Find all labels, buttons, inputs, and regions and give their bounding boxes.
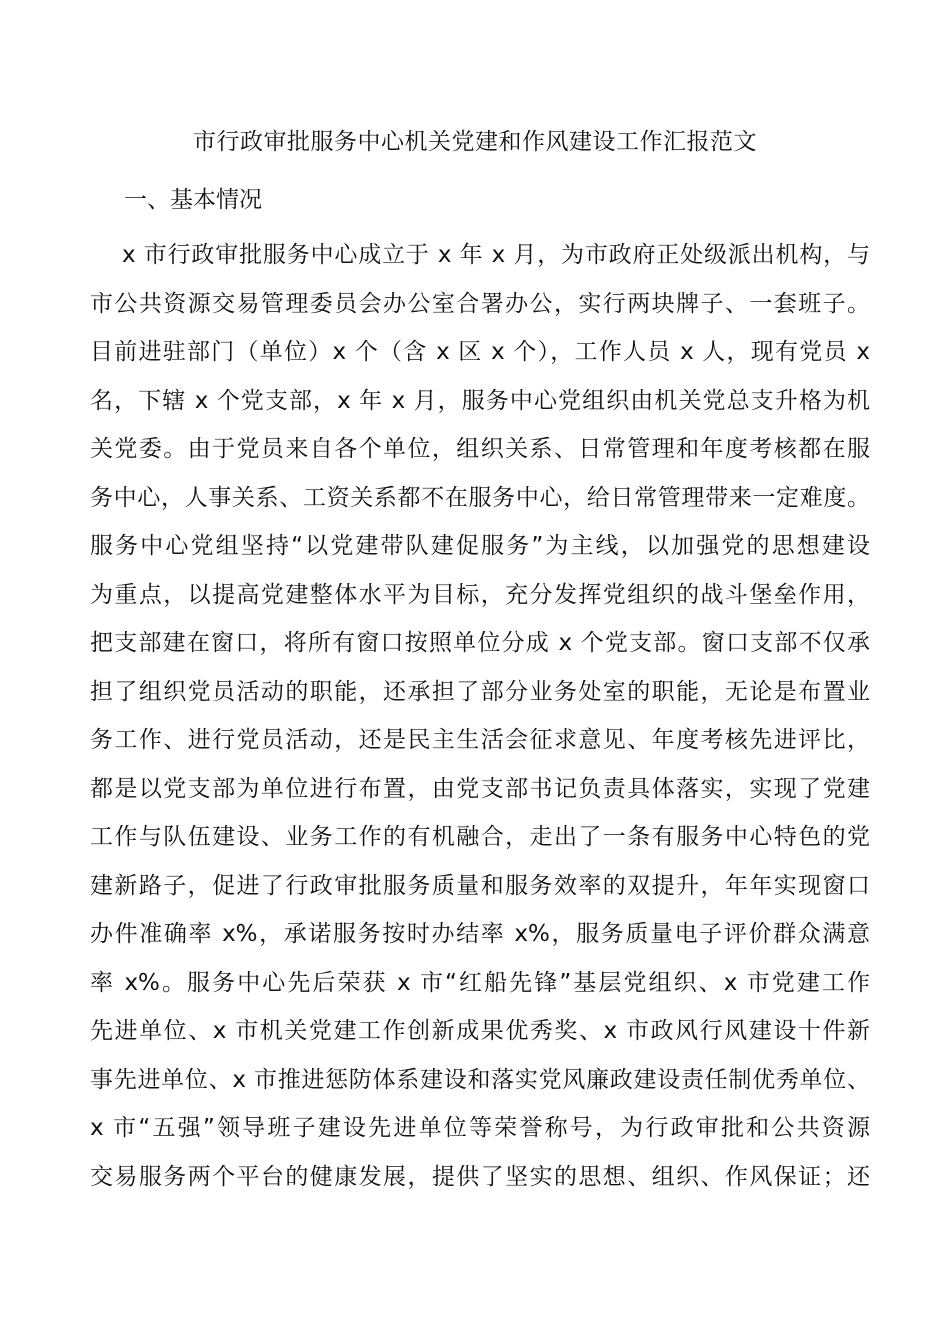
body-line: 办件准确率 x%，承诺服务按时办结率 x%，服务质量电子评价群众满意 — [90, 921, 870, 947]
body-line: 事先进单位、x 市推进惩防体系建设和落实党风廉政建设责任制优秀单位、 — [90, 1066, 870, 1093]
body-line: x 市“五强”领导班子建设先进单位等荣誉称号，为行政审批和公共资源 — [90, 1115, 870, 1141]
body-line: 目前进驻部门（单位）x 个（含 x 区 x 个），工作人员 x 人，现有党员 x — [90, 339, 870, 365]
document-title: 市行政审批服务中心机关党建和作风建设工作汇报范文 — [193, 129, 757, 155]
body-line: 名，下辖 x 个党支部，x 年 x 月，服务中心党组织由机关党总支升格为机 — [90, 387, 870, 414]
section-heading: 一、基本情况 — [124, 187, 262, 213]
body-line: 服务中心党组坚持“以党建带队建促服务”为主线，以加强党的思想建设 — [90, 533, 870, 559]
body-line: 为重点，以提高党建整体水平为目标，充分发挥党组织的战斗堡垒作用， — [90, 581, 870, 608]
body-paragraph — [90, 231, 870, 1201]
body-line: 关党委。由于党员来自各个单位，组织关系、日常管理和年度考核都在服 — [90, 436, 870, 462]
body-line: x 市行政审批服务中心成立于 x 年 x 月，为市政府正处级派出机构，与 — [122, 242, 870, 268]
body-line: 建新路子，促进了行政审批服务质量和服务效率的双提升，年年实现窗口 — [90, 872, 870, 899]
body-line: 交易服务两个平台的健康发展，提供了坚实的思想、组织、作风保证；还 — [90, 1163, 870, 1190]
body-line: 担了组织党员活动的职能，还承担了部分业务处室的职能，无论是布置业 — [90, 678, 870, 705]
body-line: 率 x%。服务中心先后荣获 x 市“红船先锋”基层党组织、x 市党建工作 — [90, 969, 870, 996]
body-line: 把支部建在窗口，将所有窗口按照单位分成 x 个党支部。窗口支部不仅承 — [90, 630, 870, 656]
body-line: 务中心，人事关系、工资关系都不在服务中心，给日常管理带来一定难度。 — [90, 484, 870, 511]
body-line: 务工作、进行党员活动，还是民主生活会征求意见、年度考核先进评比， — [90, 727, 870, 753]
body-line: 市公共资源交易管理委员会办公室合署办公，实行两块牌子、一套班子。 — [90, 290, 870, 317]
body-line: 先进单位、x 市机关党建工作创新成果优秀奖、x 市政风行风建设十件新 — [90, 1018, 870, 1044]
body-line: 都是以党支部为单位进行布置，由党支部书记负责具体落实，实现了党建 — [90, 775, 870, 802]
body-line: 工作与队伍建设、业务工作的有机融合，走出了一条有服务中心特色的党 — [90, 824, 870, 850]
